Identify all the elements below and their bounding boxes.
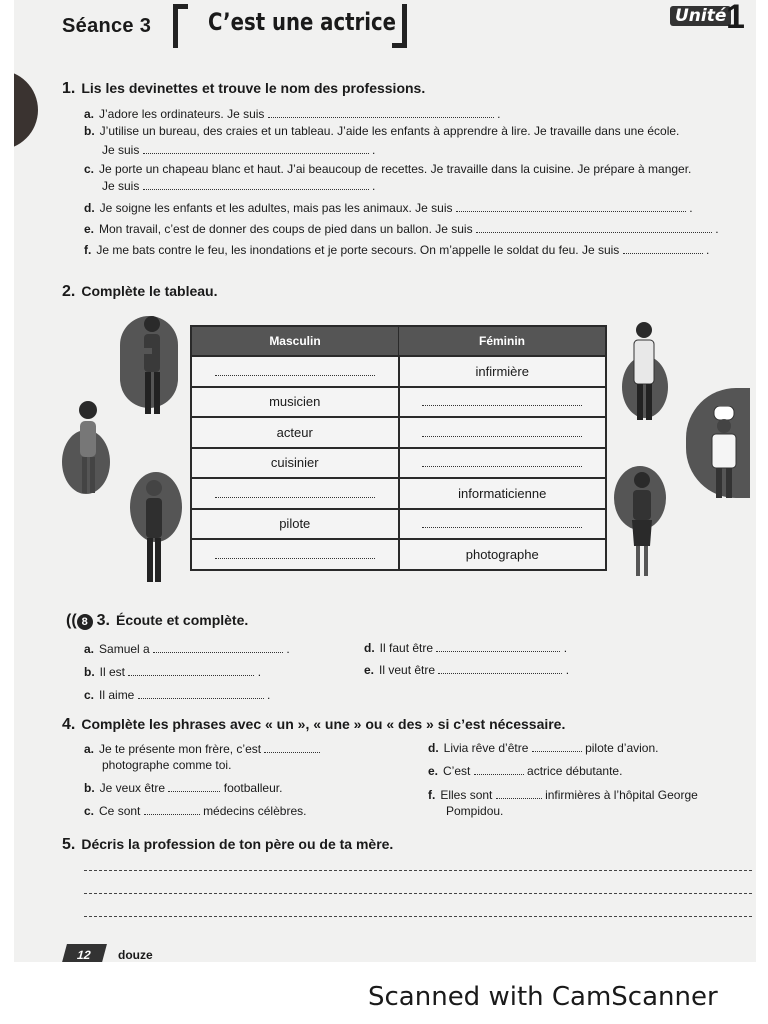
worksheet-page [14,0,756,962]
table-cell: informaticienne [399,478,607,509]
table-row [191,387,606,418]
ex1-item-e: e. Mon travail, c’est de donner des coups de pied dans un ballon. Je suis . [84,222,719,236]
ex3-item-b: b. Il est . [84,665,262,679]
column-header-feminin: Féminin [399,326,607,356]
table-cell: cuisinier [191,448,399,479]
table-row [191,448,606,479]
ex1-item-c: c. Je porte un chapeau blanc et haut. J’ai beaucoup de recettes. Je travaille dans la cuisine. Je prépare à manger. [84,162,692,176]
ex1-item-b: b. J’utilise un bureau, des craies et un tableau. J’aide les enfants à apprendre à lire. Je travaille dans une école. [84,124,680,138]
blank-cell[interactable] [399,417,607,448]
answer-line[interactable] [84,916,752,917]
answer-line[interactable] [84,893,752,894]
musician-figure [114,312,184,422]
unite-number: 1 [726,0,745,36]
table-cell: photographe [399,539,607,570]
exercise-3-title: (( 8 3. Écoute et complète. [66,612,249,629]
ex4-item-b: b. Je veux être footballeur. [84,781,283,795]
table-row [191,539,606,570]
ex1-item-a: a. J’adore les ordinateurs. Je suis . [84,107,501,121]
exercise-5-title: 5. Décris la profession de ton père ou de ta mère. [62,836,394,853]
table-cell: musicien [191,387,399,418]
audio-icon[interactable]: (( [66,612,77,629]
ex3-item-c: c. Il aime . [84,688,271,702]
blank-cell[interactable] [191,539,399,570]
table-row [191,478,606,509]
nurse-figure [620,320,670,424]
blank-cell[interactable] [399,387,607,418]
woman-figure [66,398,116,498]
man-figure [134,478,174,584]
businesswoman-figure [620,470,664,580]
table-row [191,356,606,387]
ex3-item-a: a. Samuel a . [84,642,290,656]
ex1-item-b-answer: Je suis . [102,143,376,157]
ex4-item-f: f. Elles sont infirmières à l’hôpital George [428,788,698,802]
scanner-watermark: Scanned with CamScanner [368,982,718,1012]
page-number-word: douze [118,948,153,962]
table-cell: pilote [191,509,399,540]
ex4-item-e: e. C’est actrice débutante. [428,764,623,778]
exercise-2-title: 2. Complète le tableau. [62,283,218,300]
table-cell: acteur [191,417,399,448]
table-header-row [191,326,606,356]
title-bracket [173,4,407,48]
chef-figure [696,406,752,502]
track-badge: 8 [77,614,93,630]
page-number-badge: 12 [61,944,107,962]
column-header-masculin: Masculin [191,326,399,356]
ex4-item-a-line2: photographe comme toi. [102,758,232,772]
ex1-item-f: f. Je me bats contre le feu, les inondations et je porte secours. On m’appelle le soldat du feu. Je suis . [84,243,710,257]
unite-label: Unité [670,6,731,26]
blank-cell[interactable] [399,448,607,479]
exercise-1-title: 1. Lis les devinettes et trouve le nom des professions. [62,80,426,97]
exercise-4-title: 4. Complète les phrases avec « un », « une » ou « des » si c’est nécessaire. [62,716,566,733]
blank-cell[interactable] [191,478,399,509]
blank-cell[interactable] [191,356,399,387]
table-row [191,509,606,540]
seance-label: Séance 3 [62,15,152,37]
ex4-item-d: d. Livia rêve d’être pilote d’avion. [428,741,659,755]
ex1-item-d: d. Je soigne les enfants et les adultes, mais pas les animaux. Je suis . [84,201,693,215]
ex4-item-f-line2: Pompidou. [446,804,504,818]
profession-table [190,325,607,571]
page-title: C’est une actrice [208,8,396,36]
table-row [191,417,606,448]
table-cell: infirmière [399,356,607,387]
ex3-item-e: e. Il veut être . [364,663,570,677]
blank-cell[interactable] [399,509,607,540]
thumb-shadow [14,70,38,150]
ex4-item-c: c. Ce sont médecins célèbres. [84,804,307,818]
ex4-item-a: a. Je te présente mon frère, c’est [84,742,320,756]
answer-line[interactable] [84,870,752,871]
ex3-item-d: d. Il faut être . [364,641,568,655]
ex1-item-c-answer: Je suis . [102,179,376,193]
